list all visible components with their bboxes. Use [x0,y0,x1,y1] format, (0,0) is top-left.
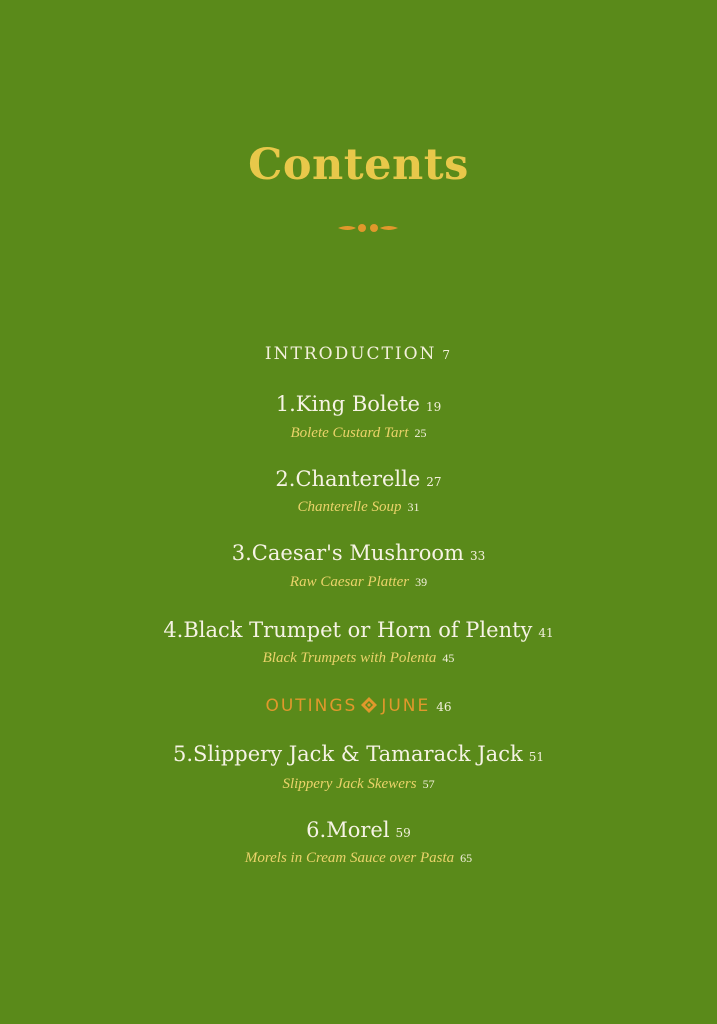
recipe-entry-1[interactable] [0,425,717,442]
recipe-entry-2[interactable] [0,499,717,516]
introduction-page: 7 [442,348,453,362]
chapter-entry-6[interactable] [0,818,717,842]
page-title: Contents [248,140,469,190]
chapter-label: 1.King Bolete [275,392,420,416]
recipe-page: 45 [442,651,455,665]
introduction-entry[interactable] [0,344,717,364]
chapter-label: 5.Slippery Jack & Tamarack Jack [173,742,523,766]
recipe-entry-4[interactable] [0,650,717,667]
introduction-label: INTRODUCTION [264,344,437,364]
recipe-label: Raw Caesar Platter [289,574,410,590]
recipe-label: Chanterelle Soup [297,499,402,515]
recipe-page: 31 [407,500,420,514]
chapter-entry-3[interactable] [0,541,717,565]
chapter-page: 27 [426,475,442,489]
chapter-page: 51 [528,750,544,764]
chapter-page: 59 [395,826,411,840]
chapter-entry-1[interactable] [0,392,717,416]
recipe-entry-3[interactable] [0,574,717,591]
recipe-label: Black Trumpets with Polenta [262,650,437,666]
chapter-entry-4[interactable] [0,618,717,642]
outings-entry[interactable] [0,696,717,716]
recipe-entry-6[interactable] [0,850,717,867]
chapter-label: 4.Black Trumpet or Horn of Plenty [163,618,533,642]
ornament-divider-icon [338,222,398,234]
recipe-label: Bolete Custard Tart [290,425,409,441]
recipe-page: 57 [422,777,435,791]
recipe-page: 39 [415,575,428,589]
chapter-entry-2[interactable] [0,467,717,491]
chapter-entry-5[interactable] [0,742,717,766]
recipe-entry-5[interactable] [0,776,717,793]
chapter-page: 19 [425,400,442,414]
outings-label: OUTINGS [265,696,358,716]
recipe-label: Slippery Jack Skewers [282,776,417,792]
chapter-label: 2.Chanterelle [275,467,421,491]
recipe-page: 25 [414,426,427,440]
recipe-label: Morels in Cream Sauce over Pasta [244,850,455,866]
recipe-page: 65 [460,851,473,865]
chapter-label: 6.Morel [306,818,390,842]
chapter-page: 33 [469,549,486,563]
chapter-page: 41 [538,626,554,640]
outings-page: 46 [436,700,452,714]
diamond-ornament-icon [361,697,377,713]
chapter-label: 3.Caesar's Mushroom [231,541,464,565]
outings-month: JUNE [381,696,431,716]
